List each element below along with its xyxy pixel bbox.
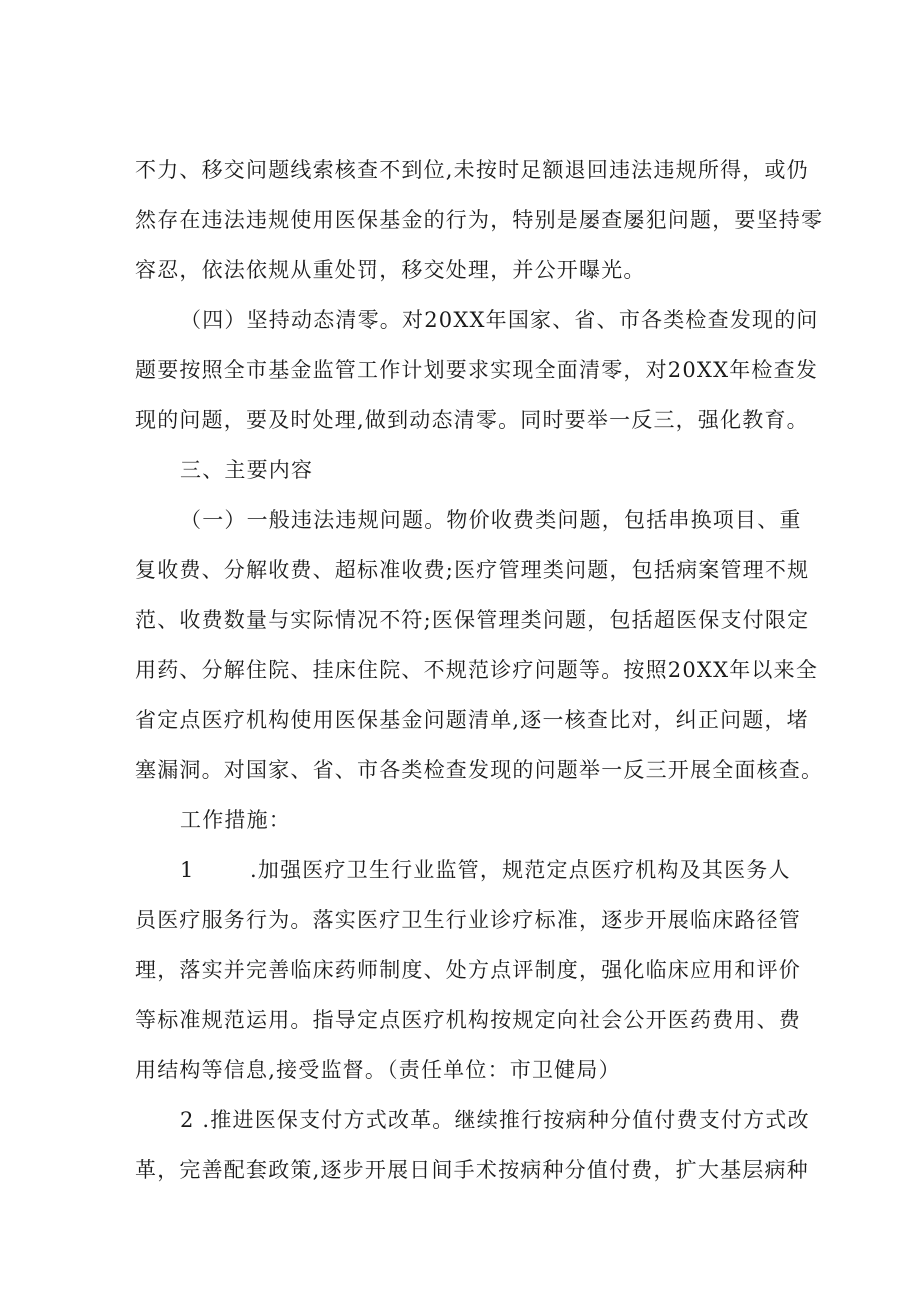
measure-1-first-line: [180, 855, 791, 885]
body-text-line: 塞漏洞。对国家、省、市各类检查发现的问题举一反三开展全面核查。: [135, 758, 824, 782]
body-text-line: 理，落实并完善临床药师制度、处方点评制度，强化临床应用和评价: [135, 958, 801, 982]
body-text-line: 题要按照全市基金监管工作计划要求实现全面清零，对20XX年检查发: [135, 358, 819, 382]
body-text-line: 用结构等信息,接受监督。（责任单位：市卫健局）: [135, 1058, 621, 1082]
section-heading: 三、主要内容: [180, 458, 314, 482]
measure-1-number: 1: [180, 858, 195, 882]
body-text-line: 范、收费数量与实际情况不符;医保管理类问题，包括超医保支付限定: [135, 608, 810, 632]
measures-label: 工作措施：: [180, 808, 291, 832]
measure-2-first-line: 2 .推进医保支付方式改革。继续推行按病种分值付费支付方式改: [180, 1108, 810, 1132]
body-text-line: 现的问题，要及时处理,做到动态清零。同时要举一反三，强化教育。: [135, 408, 809, 432]
body-text-line: 员医疗服务行为。落实医疗卫生行业诊疗标准，逐步开展临床路径管: [135, 908, 801, 932]
body-text-line: 复收费、分解收费、超标准收费;医疗管理类问题，包括病案管理不规: [135, 558, 810, 582]
body-text-line: 用药、分解住院、挂床住院、不规范诊疗问题等。按照20XX年以来全: [135, 658, 819, 682]
body-text-line: 容忍，依法依规从重处罚，移交处理，并公开曝光。: [135, 258, 646, 282]
body-text-line: 省定点医疗机构使用医保基金问题清单,逐一核查比对，纠正问题，堵: [135, 708, 809, 732]
measure-1-text: .加强医疗卫生行业监管，规范定点医疗机构及其医务人: [250, 858, 791, 882]
body-text-line: 等标准规范运用。指导定点医疗机构按规定向社会公开医药费用、费: [135, 1008, 801, 1032]
body-text-line: 不力、移交问题线索核查不到位,未按时足额退回违法违规所得，或仍: [135, 158, 809, 182]
body-text-line: 然存在违法违规使用医保基金的行为，特别是屡查屡犯问题，要坚持零: [135, 208, 824, 232]
subsection-paragraph-1-start: （一）一般违法违规问题。物价收费类问题，包括串换项目、重: [180, 508, 802, 532]
body-text-line: 革，完善配套政策,逐步开展日间手术按病种分值付费，扩大基层病种: [135, 1158, 809, 1182]
section-paragraph-4-start: （四）坚持动态清零。对20XX年国家、省、市各类检查发现的问: [180, 308, 819, 332]
